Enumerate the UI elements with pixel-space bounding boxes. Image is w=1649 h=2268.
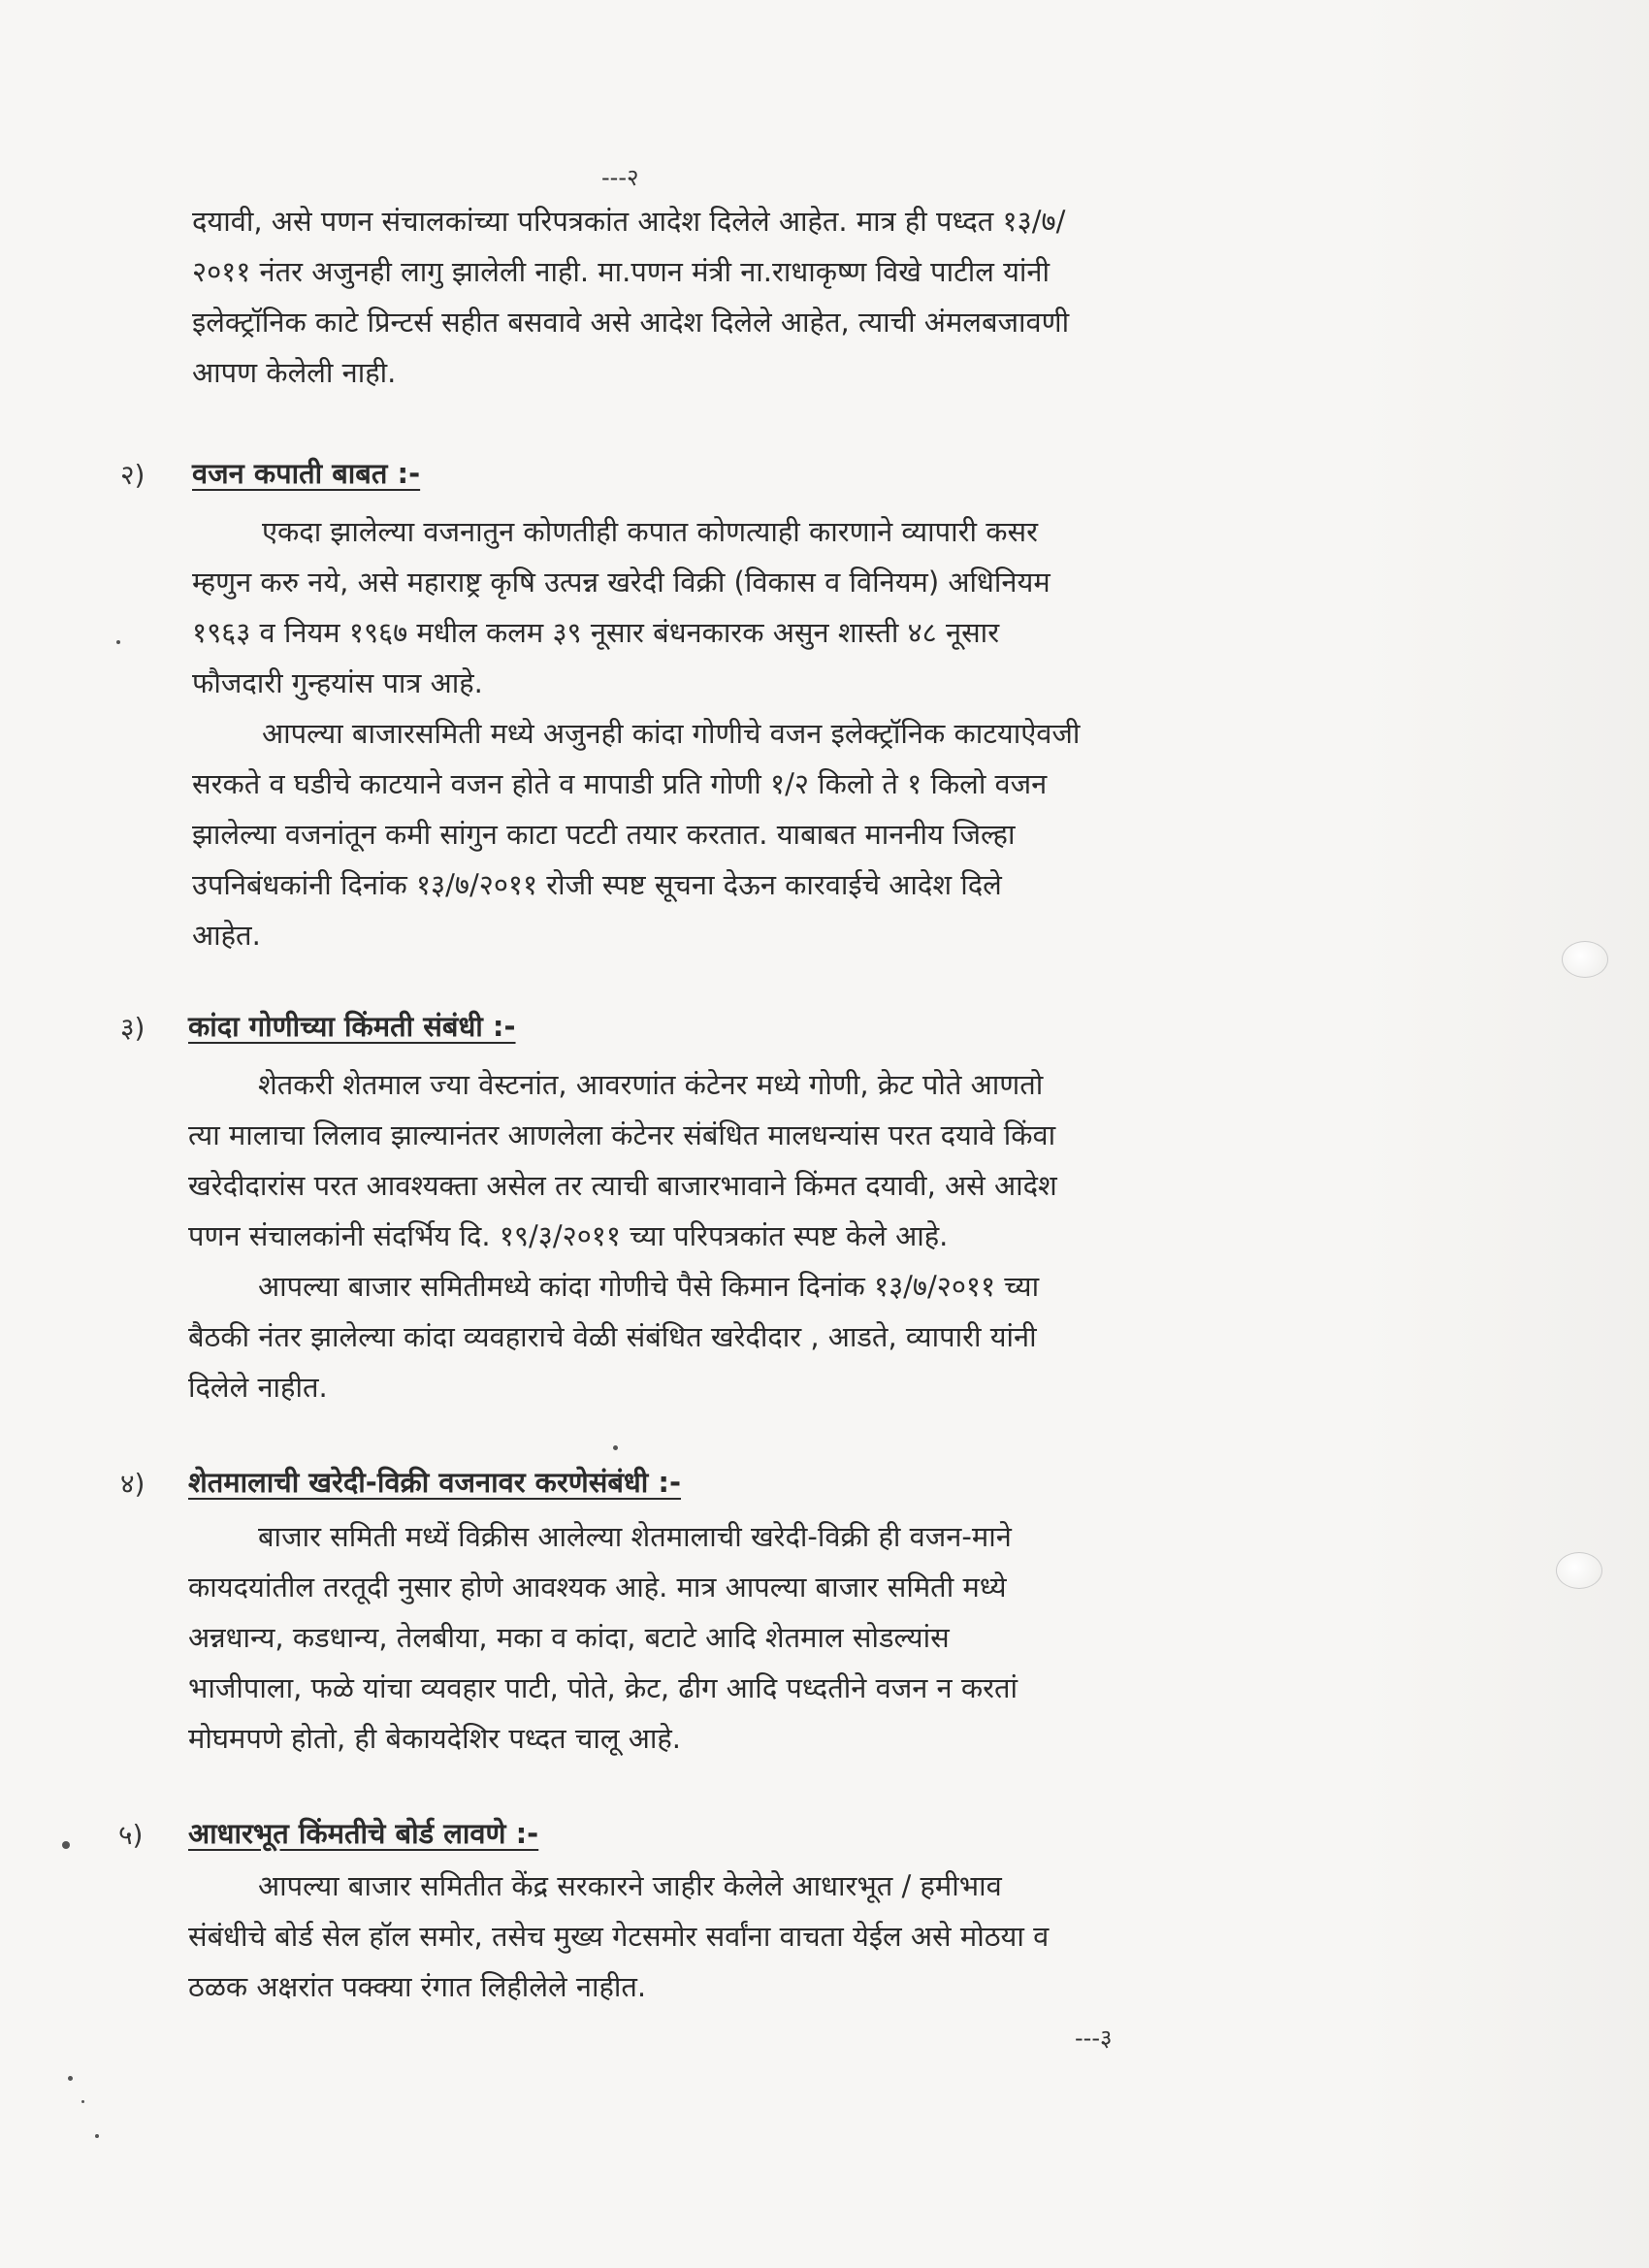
text-line: ठळक अक्षरांत पक्क्या रंगात लिहीलेले नाहीत. [188, 1970, 647, 2003]
text-line: १९६३ व नियम १९६७ मधील कलम ३९ नूसार बंधनकारक असुन शास्ती ४८ नूसार [192, 616, 1000, 649]
text-line: मोघमपणे होतो, ही बेकायदेशिर पध्दत चालू आहे. [188, 1722, 681, 1755]
text-line: कायदयांतील तरतूदी नुसार होणे आवश्यक आहे. मात्र आपल्या बाजार समिती मध्ये [188, 1571, 1007, 1604]
section-heading: शेतमालाची खरेदी-विक्री वजनावर करणेसंबंधी :- [188, 1466, 682, 1499]
text-line: आपल्या बाजार समितीमध्ये कांदा गोणीचे पैसे किमान दिनांक १३/७/२०११ च्या [258, 1270, 1040, 1303]
section-number: ५) [118, 1819, 144, 1851]
ink-speck [68, 2076, 73, 2081]
text-line: दयावी, असे पणन संचालकांच्या परिपत्रकांत आदेश दिलेले आहेत. मात्र ही पध्दत १३/७/ [192, 205, 1066, 238]
section-body [188, 1511, 1294, 1764]
section-heading: आधारभूत किंमतीचे बोर्ड लावणे :- [188, 1817, 539, 1850]
text-line: शेतकरी शेतमाल ज्या वेस्टनांत, आवरणांत कंटेनर मध्ये गोणी, क्रेट पोते आणतो [258, 1068, 1044, 1101]
page-edge-shade [1358, 0, 1649, 2268]
section-number: ४) [120, 1468, 146, 1500]
text-line: उपनिबंधकांनी दिनांक १३/७/२०११ रोजी स्पष्ट सूचना देऊन कारवाईचे आदेश दिले [192, 868, 1002, 901]
text-line: २०११ नंतर अजुनही लागु झालेली नाही. मा.पणन मंत्री ना.राधाकृष्ण विखे पाटील यांनी [192, 255, 1051, 288]
text-line: संबंधीचे बोर्ड सेल हॉल समोर, तसेच मुख्य गेटसमोर सर्वांना वाचता येईल असे मोठया व [188, 1920, 1050, 1953]
text-line: म्हणुन करु नये, असे महाराष्ट्र कृषि उत्पन्न खरेदी विक्री (विकास व विनियम) अधिनियम [192, 566, 1051, 599]
text-line: बैठकी नंतर झालेल्या कांदा व्यवहाराचे वेळी संबंधित खरेदीदार , आडते, व्यापारी यांनी [188, 1320, 1037, 1353]
text-line: पणन संचालकांनी संदर्भिय दि. १९/३/२०११ च्या परिपत्रकांत स्पष्ट केले आहे. [188, 1219, 949, 1252]
ink-speck [95, 2134, 99, 2138]
text-line: आपल्या बाजार समितीत केंद्र सरकारने जाहीर केलेले आधारभूत / हमीभाव [258, 1869, 1002, 1902]
text-line: फौजदारी गुन्हयांस पात्र आहे. [192, 666, 483, 699]
punch-hole [1556, 1552, 1602, 1589]
intro-paragraph [192, 196, 1298, 398]
section-body [188, 1059, 1294, 1412]
text-line: इलेक्ट्रॉनिक काटे प्रिन्टर्स सहीत बसवावे असे आदेश दिलेले आहेत, त्याची अंमलबजावणी [192, 306, 1070, 339]
text-line: भाजीपाला, फळे यांचा व्यवहार पाटी, पोते, क्रेट, ढीग आदि पध्दतीने वजन न करतां [188, 1671, 1018, 1704]
punch-hole [1562, 941, 1608, 978]
text-line: खरेदीदारांस परत आवश्यक्ता असेल तर त्याची बाजारभावाने किंमत दयावी, असे आदेश [188, 1169, 1057, 1202]
section-number: २) [120, 459, 146, 491]
text-line: सरकते व घडीचे काटयाने वजन होते व मापाडी प्रति गोणी १/२ किलो ते १ किलो वजन [192, 767, 1048, 800]
text-line: दिलेले नाहीत. [188, 1371, 328, 1404]
text-line: आहेत. [192, 919, 261, 952]
section-heading: वजन कपाती बाबत :- [192, 457, 421, 490]
page-number-bottom: ---३ [1075, 2025, 1113, 2052]
text-line: आपल्या बाजारसमिती मध्ये अजुनही कांदा गोणीचे वजन इलेक्ट्रॉनिक काटयाऐवजी [262, 717, 1081, 750]
ink-speck [613, 1445, 618, 1450]
section-heading: कांदा गोणीच्या किंमती संबंधी :- [188, 1010, 516, 1043]
text-line: एकदा झालेल्या वजनातुन कोणतीही कपात कोणत्याही कारणाने व्यापारी कसर [262, 515, 1038, 548]
ink-speck [116, 640, 120, 644]
section-body [192, 506, 1298, 960]
section-number: ३) [120, 1012, 146, 1044]
ink-speck [81, 2100, 84, 2103]
text-line: त्या मालाचा लिलाव झाल्यानंतर आणलेला कंटेनर संबंधित मालधन्यांस परत दयावे किंवा [188, 1118, 1056, 1151]
text-line: झालेल्या वजनांतून कमी सांगुन काटा पटटी तयार करतात. याबाबत माननीय जिल्हा [192, 818, 1016, 851]
text-line: बाजार समिती मध्यें विक्रीस आलेल्या शेतमालाची खरेदी-विक्री ही वजन-माने [258, 1520, 1012, 1553]
page-number-top: ---२ [601, 164, 639, 191]
section-body [188, 1861, 1294, 2012]
ink-speck [62, 1841, 70, 1849]
text-line: अन्नधान्य, कडधान्य, तेलबीया, मका व कांदा, बटाटे आदि शेतमाल सोडल्यांस [188, 1621, 950, 1654]
text-line: आपण केलेली नाही. [192, 356, 397, 389]
